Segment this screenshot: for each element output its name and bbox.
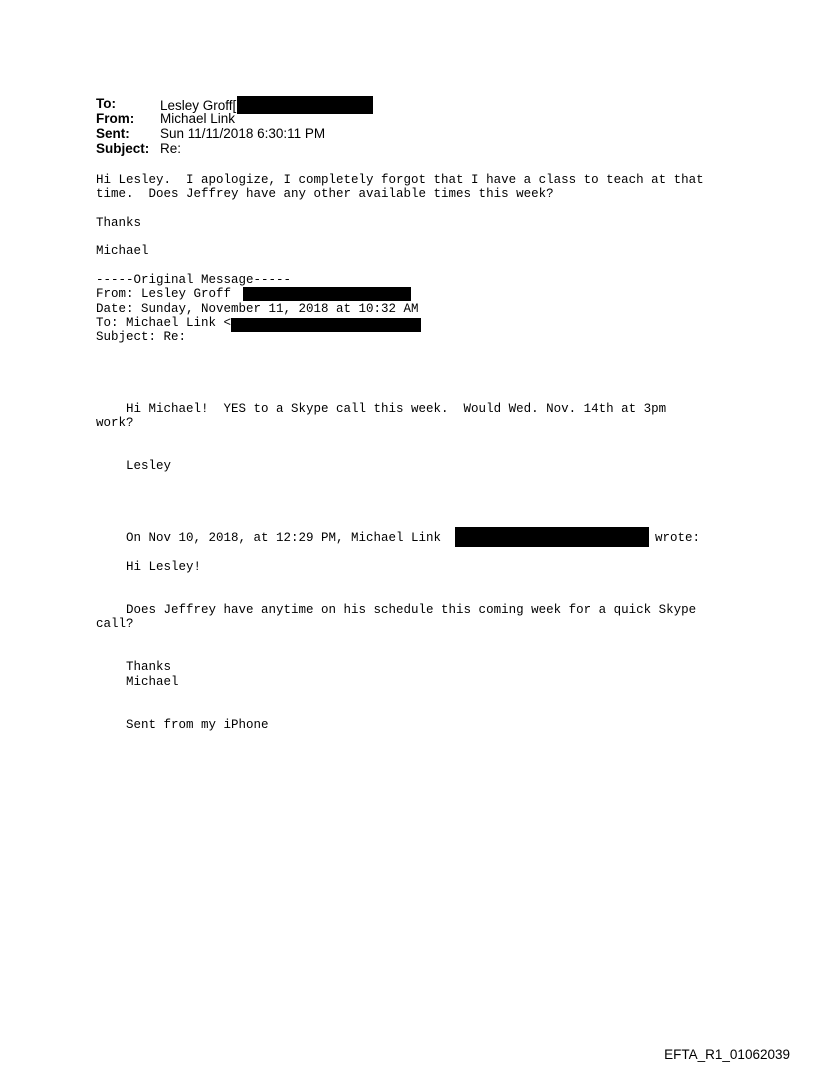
original-message-separator: -----Original Message----- xyxy=(96,273,292,287)
reply-signature: Michael xyxy=(96,244,149,258)
lesley-message-line-2: work? xyxy=(96,416,134,430)
quoted-body-line-1: Does Jeffrey have anytime on his schedule this coming week for a quick Skype xyxy=(96,603,697,617)
document-id: EFTA_R1_01062039 xyxy=(664,1047,790,1062)
quoted-signature: Michael xyxy=(96,675,179,689)
reply-thanks: Thanks xyxy=(96,216,142,230)
quoted-thanks: Thanks xyxy=(96,660,172,674)
lesley-signature: Lesley xyxy=(96,459,172,473)
header-from-row xyxy=(96,111,736,126)
subject-value: Re: xyxy=(160,141,182,156)
header-to-row xyxy=(96,96,736,111)
redaction-box xyxy=(243,287,411,301)
quoted-greeting: Hi Lesley! xyxy=(96,560,202,574)
quoted-attribution: On Nov 10, 2018, at 12:29 PM, Michael Link xyxy=(96,531,449,545)
from-label: From: xyxy=(96,111,135,126)
sent-label: Sent: xyxy=(96,126,130,141)
email-header xyxy=(96,96,736,156)
original-from: From: Lesley Groff xyxy=(96,287,239,301)
from-value: Michael Link xyxy=(160,111,236,126)
reply-line-2: time. Does Jeffrey have any other available times this week? xyxy=(96,187,554,201)
header-subject-row xyxy=(96,141,736,156)
redaction-box xyxy=(231,318,421,332)
lesley-message-line-1: Hi Michael! YES to a Skype call this week. Would Wed. Nov. 14th at 3pm xyxy=(96,402,667,416)
reply-line-1: Hi Lesley. I apologize, I completely forgot that I have a class to teach at that xyxy=(96,173,704,187)
to-name: Lesley Groff[ xyxy=(160,98,237,113)
redaction-box xyxy=(237,96,373,114)
to-label: To: xyxy=(96,96,116,111)
original-to: To: Michael Link < xyxy=(96,316,232,330)
quoted-attribution-end: wrote: xyxy=(655,531,701,545)
subject-label: Subject: xyxy=(96,141,150,156)
original-date: Date: Sunday, November 11, 2018 at 10:32 AM xyxy=(96,302,419,316)
header-sent-row xyxy=(96,126,736,141)
original-subject: Subject: Re: xyxy=(96,330,187,344)
quoted-sent-from: Sent from my iPhone xyxy=(96,718,269,732)
sent-value: Sun 11/11/2018 6:30:11 PM xyxy=(160,126,326,141)
quoted-body-line-2: call? xyxy=(96,617,134,631)
redaction-box xyxy=(455,527,649,547)
